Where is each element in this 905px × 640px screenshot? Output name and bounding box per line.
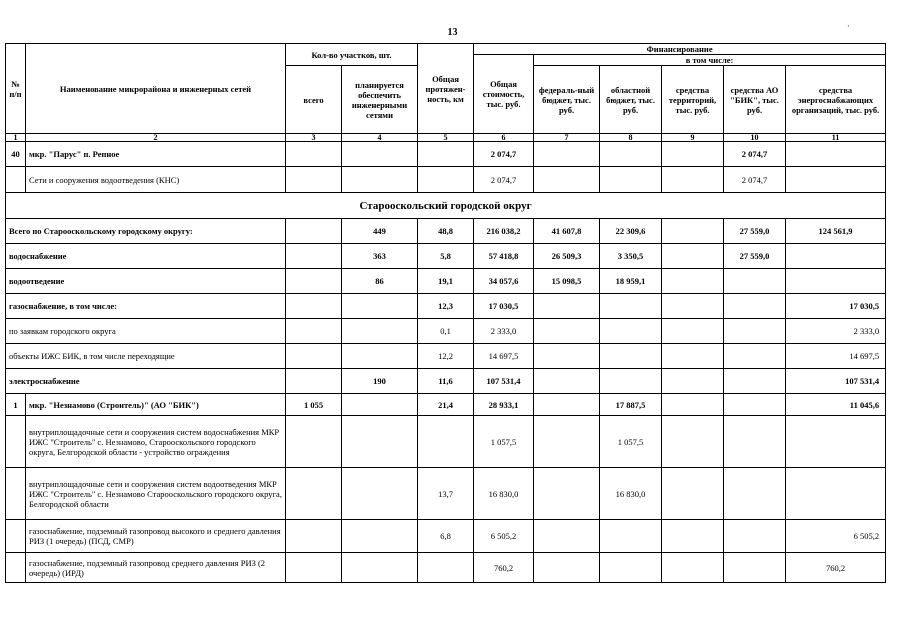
row-planned xyxy=(342,520,418,553)
header-financing: Финансирование xyxy=(474,44,886,55)
summary-cost: 216 038,2 xyxy=(474,219,534,244)
table-row xyxy=(6,142,886,167)
summary-bik: 27 559,0 xyxy=(724,244,786,269)
summary-bik xyxy=(724,344,786,369)
summary-planned xyxy=(342,319,418,344)
summary-planned: 86 xyxy=(342,269,418,294)
summary-federal: 15 098,5 xyxy=(534,269,600,294)
row-bik xyxy=(724,416,786,468)
row-planned xyxy=(342,416,418,468)
row-cost: 760,2 xyxy=(474,553,534,583)
section-title: Старооскольский городской округ xyxy=(6,193,886,219)
summary-cost: 107 531,4 xyxy=(474,369,534,394)
row-planned xyxy=(342,394,418,416)
row-name: Сети и сооружения водоотведения (КНС) xyxy=(26,167,286,193)
header-sites-total: всего xyxy=(286,66,342,134)
summary-cost: 34 057,6 xyxy=(474,269,534,294)
column-number: 5 xyxy=(418,134,474,142)
summary-energy xyxy=(786,244,886,269)
row-territories xyxy=(662,167,724,193)
summary-planned: 363 xyxy=(342,244,418,269)
row-length: 21,4 xyxy=(418,394,474,416)
row-cost: 2 074,7 xyxy=(474,142,534,167)
summary-total xyxy=(286,294,342,319)
summary-territories xyxy=(662,219,724,244)
row-name: мкр. "Парус" п. Репное xyxy=(26,142,286,167)
row-regional: 16 830,0 xyxy=(600,468,662,520)
row-territories xyxy=(662,553,724,583)
summary-cost: 17 030,5 xyxy=(474,294,534,319)
summary-total xyxy=(286,269,342,294)
summary-federal xyxy=(534,344,600,369)
table-header xyxy=(6,44,886,142)
summary-federal: 26 509,3 xyxy=(534,244,600,269)
row-no xyxy=(6,468,26,520)
summary-row xyxy=(6,319,886,344)
header-regional: областной бюджет, тыс. руб. xyxy=(600,66,662,134)
summary-length: 11,6 xyxy=(418,369,474,394)
summary-regional: 18 959,1 xyxy=(600,269,662,294)
row-territories xyxy=(662,520,724,553)
summary-total xyxy=(286,369,342,394)
column-number: 1 xyxy=(6,134,26,142)
column-number: 4 xyxy=(342,134,418,142)
row-no xyxy=(6,416,26,468)
summary-territories xyxy=(662,269,724,294)
row-length xyxy=(418,142,474,167)
row-regional: 1 057,5 xyxy=(600,416,662,468)
summary-federal xyxy=(534,294,600,319)
summary-federal xyxy=(534,369,600,394)
row-territories xyxy=(662,142,724,167)
row-energy xyxy=(786,167,886,193)
summary-bik xyxy=(724,319,786,344)
row-energy: 11 045,6 xyxy=(786,394,886,416)
row-regional xyxy=(600,553,662,583)
row-regional xyxy=(600,520,662,553)
row-bik xyxy=(724,394,786,416)
row-total xyxy=(286,142,342,167)
summary-name: газоснабжение, в том числе: xyxy=(6,294,286,319)
summary-total xyxy=(286,244,342,269)
row-bik xyxy=(724,520,786,553)
summary-cost: 2 333,0 xyxy=(474,319,534,344)
table-row xyxy=(6,520,886,553)
row-regional: 17 887,5 xyxy=(600,394,662,416)
page-mark: · xyxy=(847,22,850,31)
row-no: 40 xyxy=(6,142,26,167)
summary-energy: 14 697,5 xyxy=(786,344,886,369)
summary-total xyxy=(286,219,342,244)
row-federal xyxy=(534,142,600,167)
row-bik xyxy=(724,553,786,583)
summary-territories xyxy=(662,244,724,269)
summary-length: 48,8 xyxy=(418,219,474,244)
row-planned xyxy=(342,167,418,193)
header-energy: средства энергоснабжающих организаций, тыс. руб. xyxy=(786,66,886,134)
row-cost: 1 057,5 xyxy=(474,416,534,468)
summary-length: 12,3 xyxy=(418,294,474,319)
page-number: 13 xyxy=(447,27,458,38)
column-number: 8 xyxy=(600,134,662,142)
summary-bik xyxy=(724,269,786,294)
summary-total xyxy=(286,344,342,369)
header-territories: средства территорий, тыс. руб. xyxy=(662,66,724,134)
summary-cost: 14 697,5 xyxy=(474,344,534,369)
summary-total xyxy=(286,319,342,344)
row-territories xyxy=(662,394,724,416)
summary-bik xyxy=(724,294,786,319)
column-number: 9 xyxy=(662,134,724,142)
column-number: 6 xyxy=(474,134,534,142)
row-federal xyxy=(534,416,600,468)
summary-planned: 449 xyxy=(342,219,418,244)
row-bik: 2 074,7 xyxy=(724,142,786,167)
header-sites-planned: планируется обеспечить инженерными сетями xyxy=(342,66,418,134)
summary-bik: 27 559,0 xyxy=(724,219,786,244)
table-row xyxy=(6,468,886,520)
summary-row xyxy=(6,344,886,369)
summary-energy: 2 333,0 xyxy=(786,319,886,344)
summary-regional xyxy=(600,319,662,344)
column-number: 2 xyxy=(26,134,286,142)
row-regional xyxy=(600,142,662,167)
row-total xyxy=(286,468,342,520)
summary-name: водоотведение xyxy=(6,269,286,294)
header-no: № п/п xyxy=(6,44,26,134)
header-length: Общая протяжен-ность, км xyxy=(418,44,474,134)
header-total-cost: Общая стоимость, тыс. руб. xyxy=(474,55,534,134)
summary-regional: 22 309,6 xyxy=(600,219,662,244)
table-body xyxy=(6,142,886,583)
column-number: 3 xyxy=(286,134,342,142)
table-row xyxy=(6,394,886,416)
summary-bik xyxy=(724,369,786,394)
row-cost: 2 074,7 xyxy=(474,167,534,193)
summary-cost: 57 418,8 xyxy=(474,244,534,269)
table-row xyxy=(6,167,886,193)
row-total xyxy=(286,167,342,193)
row-cost: 6 505,2 xyxy=(474,520,534,553)
summary-length: 0,1 xyxy=(418,319,474,344)
row-name: газоснабжение, подземный газопровод среднего давления РИЗ (2 очередь) (ИРД) xyxy=(26,553,286,583)
summary-row xyxy=(6,219,886,244)
summary-length: 5,8 xyxy=(418,244,474,269)
summary-energy: 107 531,4 xyxy=(786,369,886,394)
summary-energy: 17 030,5 xyxy=(786,294,886,319)
row-energy: 6 505,2 xyxy=(786,520,886,553)
column-number: 7 xyxy=(534,134,600,142)
row-energy: 760,2 xyxy=(786,553,886,583)
row-length xyxy=(418,167,474,193)
summary-energy: 124 561,9 xyxy=(786,219,886,244)
summary-row xyxy=(6,244,886,269)
row-energy xyxy=(786,416,886,468)
summary-row xyxy=(6,294,886,319)
row-total xyxy=(286,553,342,583)
summary-regional xyxy=(600,369,662,394)
summary-name: электроснабжение xyxy=(6,369,286,394)
header-bik: средства АО "БИК", тыс. руб. xyxy=(724,66,786,134)
row-cost: 28 933,1 xyxy=(474,394,534,416)
row-length xyxy=(418,553,474,583)
row-federal xyxy=(534,553,600,583)
summary-name: объекты ИЖС БИК, в том числе переходящие xyxy=(6,344,286,369)
row-energy xyxy=(786,142,886,167)
summary-federal xyxy=(534,319,600,344)
row-no: 1 xyxy=(6,394,26,416)
row-bik: 2 074,7 xyxy=(724,167,786,193)
summary-length: 12,2 xyxy=(418,344,474,369)
table-row xyxy=(6,416,886,468)
summary-energy xyxy=(786,269,886,294)
row-regional xyxy=(600,167,662,193)
summary-name: Всего по Старооскольскому городскому округу: xyxy=(6,219,286,244)
row-no xyxy=(6,520,26,553)
column-number: 10 xyxy=(724,134,786,142)
row-cost: 16 830,0 xyxy=(474,468,534,520)
summary-row xyxy=(6,369,886,394)
row-total: 1 055 xyxy=(286,394,342,416)
row-bik xyxy=(724,468,786,520)
summary-row xyxy=(6,269,886,294)
row-no xyxy=(6,553,26,583)
table-row xyxy=(6,553,886,583)
summary-regional xyxy=(600,294,662,319)
summary-federal: 41 607,8 xyxy=(534,219,600,244)
row-territories xyxy=(662,416,724,468)
row-planned xyxy=(342,142,418,167)
summary-regional: 3 350,5 xyxy=(600,244,662,269)
summary-territories xyxy=(662,319,724,344)
summary-territories xyxy=(662,294,724,319)
row-total xyxy=(286,520,342,553)
row-federal xyxy=(534,394,600,416)
row-name: внутриплощадочные сети и сооружения систем водоснабжения МКР ИЖС "Строитель" с. Незнамово, Старооскольского городского округа, Белгородской области - устройство ограждения xyxy=(26,416,286,468)
row-no xyxy=(6,167,26,193)
summary-planned: 190 xyxy=(342,369,418,394)
column-number: 11 xyxy=(786,134,886,142)
financing-table xyxy=(5,43,886,583)
header-federal: федераль-ный бюджет, тыс. руб. xyxy=(534,66,600,134)
summary-planned xyxy=(342,344,418,369)
row-name: внутриплощадочные сети и сооружения систем водоотведения МКР ИЖС "Строитель" с. Незнамово Старооскольского городского округа, Белгородской области xyxy=(26,468,286,520)
row-federal xyxy=(534,468,600,520)
header-sites: Кол-во участков, шт. xyxy=(286,44,418,66)
section-row xyxy=(6,193,886,219)
row-name: мкр. "Незнамово (Строитель)" (АО "БИК") xyxy=(26,394,286,416)
row-planned xyxy=(342,553,418,583)
row-total xyxy=(286,416,342,468)
row-planned xyxy=(342,468,418,520)
summary-name: по заявкам городского округа xyxy=(6,319,286,344)
summary-name: водоснабжение xyxy=(6,244,286,269)
summary-length: 19,1 xyxy=(418,269,474,294)
header-name: Наименование микрорайона и инженерных сетей xyxy=(26,44,286,134)
row-federal xyxy=(534,520,600,553)
row-energy xyxy=(786,468,886,520)
summary-territories xyxy=(662,344,724,369)
row-federal xyxy=(534,167,600,193)
row-length xyxy=(418,416,474,468)
summary-regional xyxy=(600,344,662,369)
summary-territories xyxy=(662,369,724,394)
column-numbers-row xyxy=(6,134,886,142)
row-length: 13,7 xyxy=(418,468,474,520)
header-including: в том числе: xyxy=(534,55,886,66)
summary-planned xyxy=(342,294,418,319)
row-length: 6,8 xyxy=(418,520,474,553)
row-territories xyxy=(662,468,724,520)
row-name: газоснабжение, подземный газопровод высокого и среднего давления РИЗ (1 очередь) (ПСД, СМР) xyxy=(26,520,286,553)
